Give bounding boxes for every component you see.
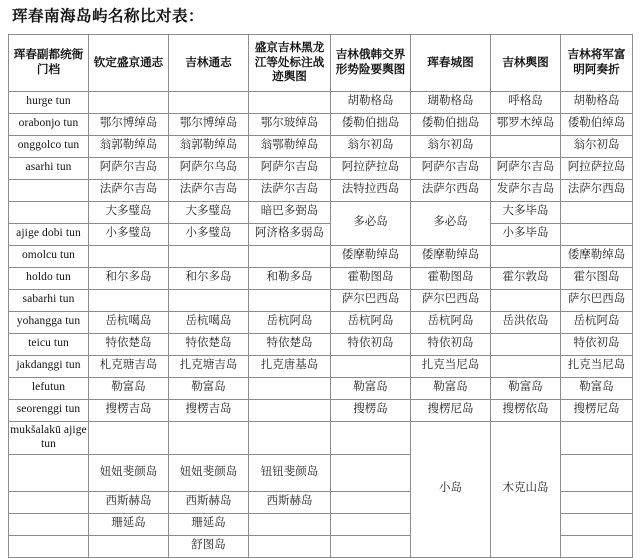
manchu-name-cell: asarhi tun <box>9 157 89 179</box>
column-header-jilin-map: 吉林舆图 <box>491 34 561 91</box>
island-name-cell: 多必岛 <box>331 201 411 245</box>
island-name-cell: 鄂尔博绰岛 <box>89 113 169 135</box>
island-name-cell: 霍尔图岛 <box>561 267 633 289</box>
island-name-cell: 妞妞斐颜岛 <box>89 454 169 491</box>
table-header <box>9 34 633 91</box>
island-name-cell: 倭勒伯拙岛 <box>411 113 491 135</box>
island-name-cell <box>331 355 411 377</box>
island-name-cell: 扎克唐基岛 <box>249 355 331 377</box>
manchu-name-cell: yohangga tun <box>9 311 89 333</box>
island-name-cell: 扎克塘吉岛 <box>169 355 249 377</box>
column-header-fumingga-memorial: 吉林将军富明阿奏折 <box>561 34 633 91</box>
island-name-cell: 萨尔巴西岛 <box>411 289 491 311</box>
island-name-cell <box>561 513 633 535</box>
island-name-cell <box>561 421 633 454</box>
island-name-cell: 小岛 <box>411 421 491 557</box>
manchu-name-cell: mukšalakū ajige tun <box>9 421 89 454</box>
island-name-cell: 木克山岛 <box>491 421 561 557</box>
island-name-cell <box>331 421 411 454</box>
island-name-cell: 翁尔初岛 <box>411 135 491 157</box>
table-row <box>9 267 633 289</box>
island-name-cell <box>249 421 331 454</box>
island-name-cell: 勒富岛 <box>411 377 491 399</box>
island-name-cell: 特依初岛 <box>411 333 491 355</box>
island-name-cell: 阿拉萨拉岛 <box>331 157 411 179</box>
island-name-cell: 舒图岛 <box>169 535 249 557</box>
island-name-cell <box>249 399 331 421</box>
island-name-cell: 搜楞尼岛 <box>411 399 491 421</box>
island-name-cell: 岳杭噶岛 <box>169 311 249 333</box>
manchu-name-cell: teicu tun <box>9 333 89 355</box>
island-name-cell: 翁鄂勒绰岛 <box>249 135 331 157</box>
island-name-cell: 发萨尔吉岛 <box>491 179 561 201</box>
island-name-cell: 法特拉西岛 <box>331 179 411 201</box>
island-name-cell: 暗巴多弼岛 <box>249 201 331 223</box>
island-name-cell <box>491 135 561 157</box>
island-name-cell: 阿萨尔乌岛 <box>169 157 249 179</box>
island-name-cell: 阿萨尔吉岛 <box>249 157 331 179</box>
table-row <box>9 135 633 157</box>
island-name-cell: 阿萨尔吉岛 <box>89 157 169 179</box>
island-name-cell <box>561 535 633 557</box>
island-name-cell: 岳杭阿岛 <box>561 311 633 333</box>
table-row <box>9 333 633 355</box>
island-name-cell: 倭摩勒绰岛 <box>561 245 633 267</box>
island-name-cell: 倭勒伯绰岛 <box>561 113 633 135</box>
island-name-cell <box>561 201 633 223</box>
column-header-battle-map: 盛京吉林黑龙江等处标注战迹舆图 <box>249 34 331 91</box>
manchu-name-cell: hurge tun <box>9 91 89 113</box>
island-name-cell: 勒富岛 <box>561 377 633 399</box>
table-row <box>9 179 633 201</box>
manchu-name-cell <box>9 491 89 513</box>
island-name-cell: 岳杭阿岛 <box>331 311 411 333</box>
island-name-cell <box>491 355 561 377</box>
island-name-cell: 搜楞尼岛 <box>561 399 633 421</box>
island-name-cell: 搜楞吉岛 <box>169 399 249 421</box>
manchu-name-cell: orabonjo tun <box>9 113 89 135</box>
island-name-cell <box>169 91 249 113</box>
island-name-cell <box>491 245 561 267</box>
island-name-cell: 多必岛 <box>411 201 491 245</box>
island-name-cell: 倭摩勒绰岛 <box>331 245 411 267</box>
island-name-cell: 特依楚岛 <box>249 333 331 355</box>
island-name-cell: 法萨尔西岛 <box>561 179 633 201</box>
header-row <box>9 34 633 91</box>
island-name-cell <box>561 491 633 513</box>
manchu-name-cell: onggolco tun <box>9 135 89 157</box>
island-name-cell: 法萨尔吉岛 <box>169 179 249 201</box>
island-name-cell: 特依楚岛 <box>89 333 169 355</box>
column-header-hunchun-city-map: 珲春城图 <box>411 34 491 91</box>
island-name-cell: 特依初岛 <box>331 333 411 355</box>
manchu-name-cell: ajige dobi tun <box>9 223 89 245</box>
island-name-cell: 倭勒伯拙岛 <box>331 113 411 135</box>
island-name-cell <box>169 245 249 267</box>
island-name-cell <box>89 91 169 113</box>
island-name-cell: 霍尔敦岛 <box>491 267 561 289</box>
page-title: 珲春南海岛屿名称比对表： <box>12 8 205 25</box>
island-name-cell <box>249 289 331 311</box>
island-name-cell: 勒富岛 <box>89 377 169 399</box>
island-name-cell <box>89 421 169 454</box>
island-name-cell: 法萨尔吉岛 <box>249 179 331 201</box>
island-name-cell: 呼格岛 <box>491 91 561 113</box>
island-name-cell <box>249 245 331 267</box>
island-name-cell: 岳洪依岛 <box>491 311 561 333</box>
island-name-cell: 西斯赫岛 <box>169 491 249 513</box>
island-name-cell: 勒富岛 <box>491 377 561 399</box>
island-name-cell: 小多璧岛 <box>169 223 249 245</box>
island-name-cell <box>249 377 331 399</box>
column-header-jilin-tongzhi: 吉林通志 <box>169 34 249 91</box>
island-name-cell: 西斯赫岛 <box>249 491 331 513</box>
island-name-cell <box>561 223 633 245</box>
island-name-cell: 萨尔巴西岛 <box>561 289 633 311</box>
island-name-cell: 霍勒图岛 <box>331 267 411 289</box>
table-row <box>9 91 633 113</box>
island-name-cell: 翁郭勒绰岛 <box>169 135 249 157</box>
island-name-cell: 扎克当尼岛 <box>561 355 633 377</box>
table-body <box>9 91 633 557</box>
island-name-cell: 鄂尔博绰岛 <box>169 113 249 135</box>
island-name-cell: 小多毕岛 <box>491 223 561 245</box>
island-name-cell: 岳杭阿岛 <box>249 311 331 333</box>
island-name-cell <box>249 513 331 535</box>
table-row <box>9 157 633 179</box>
island-name-cell: 鄂尔玻绰岛 <box>249 113 331 135</box>
island-name-cell: 珊延岛 <box>169 513 249 535</box>
island-name-cell: 搜楞岛 <box>331 399 411 421</box>
island-name-cell: 大多璧岛 <box>169 201 249 223</box>
table-row <box>9 377 633 399</box>
island-name-cell: 阿济格多弱岛 <box>249 223 331 245</box>
island-name-cell <box>491 289 561 311</box>
island-name-cell <box>169 421 249 454</box>
island-name-cell: 阿萨尔吉岛 <box>411 157 491 179</box>
island-name-cell: 勒富岛 <box>169 377 249 399</box>
column-header-border-map: 吉林俄韩交界形势险要舆图 <box>331 34 411 91</box>
island-name-cell <box>249 91 331 113</box>
island-name-cell: 岳杭噶岛 <box>89 311 169 333</box>
manchu-name-cell: omolcu tun <box>9 245 89 267</box>
island-name-cell <box>89 535 169 557</box>
island-name-cell: 和勒多岛 <box>249 267 331 289</box>
island-name-cell: 大多璧岛 <box>89 201 169 223</box>
island-name-cell: 钮钮斐颜岛 <box>249 454 331 491</box>
table-row <box>9 245 633 267</box>
island-name-cell: 特依楚岛 <box>169 333 249 355</box>
manchu-name-cell <box>9 201 89 223</box>
table-row <box>9 421 633 454</box>
island-name-cell: 法萨尔西岛 <box>411 179 491 201</box>
island-name-cell <box>89 245 169 267</box>
manchu-name-cell: jakdanggi tun <box>9 355 89 377</box>
island-name-cell: 和尔多岛 <box>89 267 169 289</box>
manchu-name-cell <box>9 513 89 535</box>
manchu-name-cell: sabarhi tun <box>9 289 89 311</box>
island-name-cell: 霍勒图岛 <box>411 267 491 289</box>
manchu-name-cell <box>9 535 89 557</box>
island-name-cell: 大多毕岛 <box>491 201 561 223</box>
island-name-cell: 胡勒格岛 <box>561 91 633 113</box>
table-row <box>9 113 633 135</box>
island-name-cell: 阿萨尔吉岛 <box>491 157 561 179</box>
island-name-cell: 萨尔巴西岛 <box>331 289 411 311</box>
table-row <box>9 289 633 311</box>
island-name-cell: 鄂罗木绰岛 <box>491 113 561 135</box>
island-name-cell <box>331 513 411 535</box>
island-name-cell: 西斯赫岛 <box>89 491 169 513</box>
island-name-cell: 胡勒格岛 <box>331 91 411 113</box>
island-name-cell: 扎克当尼岛 <box>411 355 491 377</box>
island-name-cell: 瑚勒格岛 <box>411 91 491 113</box>
island-name-cell: 妞妞斐颜岛 <box>169 454 249 491</box>
island-name-cell: 搜楞吉岛 <box>89 399 169 421</box>
island-name-cell: 小多璧岛 <box>89 223 169 245</box>
island-name-cell <box>331 491 411 513</box>
island-name-cell <box>249 535 331 557</box>
table-row <box>9 355 633 377</box>
table-row <box>9 311 633 333</box>
manchu-name-cell: seorenggi tun <box>9 399 89 421</box>
column-header-hunchun-archive: 珲春副都统衙门档 <box>9 34 89 91</box>
island-name-cell: 翁尔初岛 <box>331 135 411 157</box>
island-name-cell <box>491 333 561 355</box>
manchu-name-cell: holdo tun <box>9 267 89 289</box>
manchu-name-cell: lefutun <box>9 377 89 399</box>
island-name-cell: 和尔多岛 <box>169 267 249 289</box>
island-name-cell <box>331 535 411 557</box>
island-name-cell: 珊延岛 <box>89 513 169 535</box>
island-name-cell: 翁郭勒绰岛 <box>89 135 169 157</box>
island-name-cell: 倭摩勒绰岛 <box>411 245 491 267</box>
comparison-table <box>8 34 633 558</box>
island-name-cell: 阿拉萨拉岛 <box>561 157 633 179</box>
island-name-cell <box>89 289 169 311</box>
island-name-cell <box>169 289 249 311</box>
island-name-cell: 勒富岛 <box>331 377 411 399</box>
column-header-qinding-shengjing: 钦定盛京通志 <box>89 34 169 91</box>
table-row <box>9 399 633 421</box>
table-row <box>9 201 633 223</box>
island-name-cell: 翁尔初岛 <box>561 135 633 157</box>
island-name-cell: 札克瑭吉岛 <box>89 355 169 377</box>
table-row <box>9 223 633 245</box>
island-name-cell: 特依初岛 <box>561 333 633 355</box>
island-name-cell: 搜楞依岛 <box>491 399 561 421</box>
manchu-name-cell <box>9 179 89 201</box>
island-name-cell: 法萨尔吉岛 <box>89 179 169 201</box>
island-name-cell: 岳杭阿岛 <box>411 311 491 333</box>
